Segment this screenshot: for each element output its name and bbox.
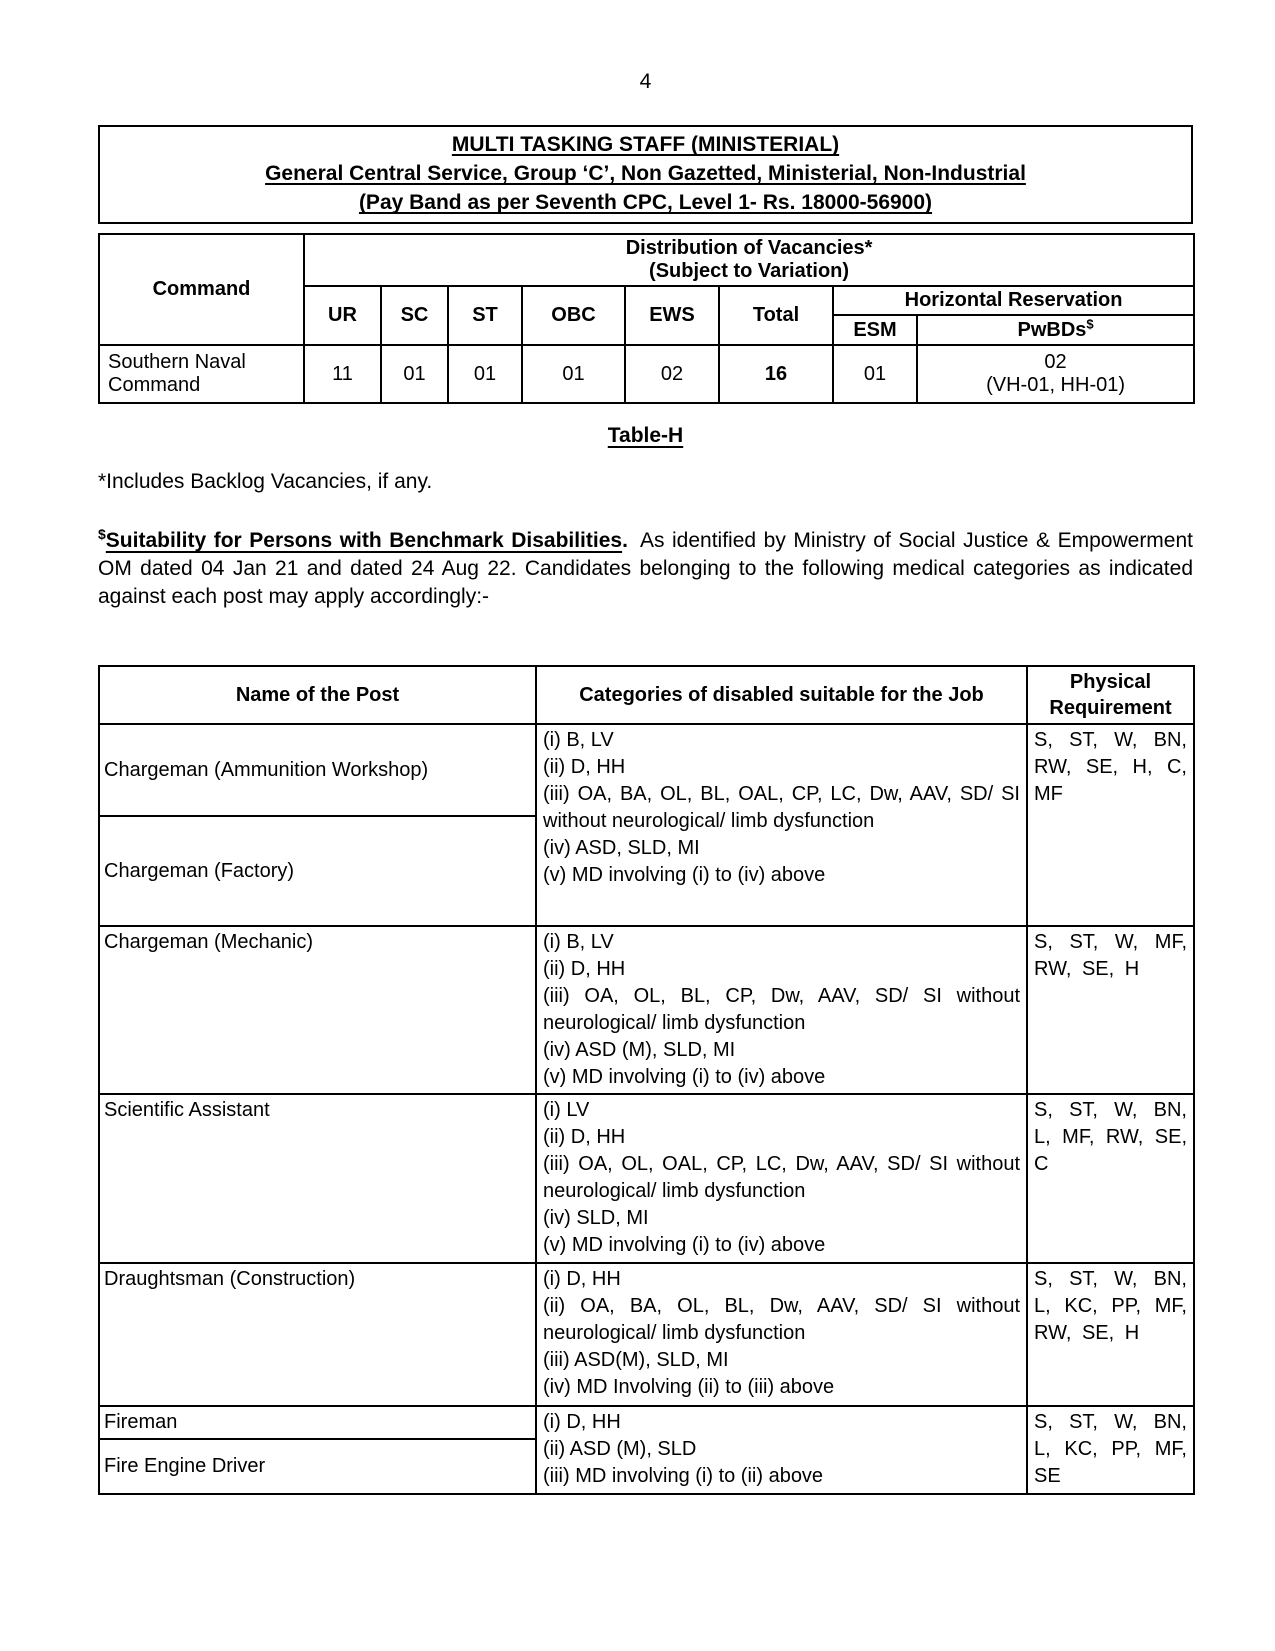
post-name-header-cell: Name of the Post bbox=[99, 666, 536, 724]
post-name-cell: Scientific Assistant bbox=[99, 1094, 536, 1263]
post-name-cell: Fireman bbox=[99, 1406, 536, 1439]
pwbds-superscript: $ bbox=[1086, 315, 1094, 331]
post-name-cell: Chargeman (Ammunition Workshop) bbox=[99, 724, 536, 816]
table-h-label bbox=[98, 424, 1193, 448]
post-name-cell: Chargeman (Mechanic) bbox=[99, 926, 536, 1094]
category-line: (ii) D, HH bbox=[543, 756, 626, 778]
post-name-cell: Draughtsman (Construction) bbox=[99, 1263, 536, 1406]
table-row bbox=[99, 724, 1194, 816]
categories-cell bbox=[536, 1094, 1027, 1263]
st-header-cell: ST bbox=[448, 286, 522, 345]
category-line: (iv) SLD, MI bbox=[543, 1207, 649, 1229]
ur-value-cell: 11 bbox=[304, 345, 381, 403]
title-line-1: MULTI TASKING STAFF (MINISTERIAL) bbox=[451, 133, 840, 156]
command-header-cell: Command bbox=[99, 234, 304, 345]
backlog-note: *Includes Backlog Vacancies, if any. bbox=[98, 470, 433, 493]
category-line: (v) MD involving (i) to (iv) above bbox=[543, 1066, 826, 1088]
table-row bbox=[99, 1406, 1194, 1439]
post-name-cell: Fire Engine Driver bbox=[99, 1439, 536, 1494]
esm-value-cell: 01 bbox=[833, 345, 917, 403]
ur-header-cell: UR bbox=[304, 286, 381, 345]
table-row bbox=[99, 1263, 1194, 1406]
vacancy-table bbox=[98, 233, 1195, 404]
esm-header-cell: ESM bbox=[833, 315, 917, 345]
category-line: (iii) OA, OL, BL, CP, Dw, AAV, SD/ SI without neurological/ limb dysfunction bbox=[543, 985, 1020, 1034]
physical-requirement-cell: S, ST, W, BN, RW, SE, H, C, MF bbox=[1027, 724, 1194, 926]
page-number: 4 bbox=[639, 70, 652, 93]
category-line: (iii) OA, BA, OL, BL, OAL, CP, LC, Dw, AAV, SD/ SI without neurological/ limb dysfunction bbox=[543, 783, 1020, 832]
distribution-header-line2: (Subject to Variation) bbox=[649, 260, 850, 282]
category-line: (v) MD involving (i) to (iv) above bbox=[543, 1234, 826, 1256]
table-row bbox=[99, 926, 1194, 1094]
categories-cell bbox=[536, 926, 1027, 1094]
physical-requirement-cell: S, ST, W, BN, L, KC, PP, MF, SE bbox=[1027, 1406, 1194, 1494]
physical-header-cell: Physical Requirement bbox=[1027, 666, 1194, 724]
category-line: (iii) ASD(M), SLD, MI bbox=[543, 1349, 729, 1371]
category-line: (ii) ASD (M), SLD bbox=[543, 1438, 697, 1460]
categories-header-cell: Categories of disabled suitable for the Job bbox=[536, 666, 1027, 724]
obc-value-cell: 01 bbox=[522, 345, 625, 403]
category-line: (v) MD involving (i) to (iv) above bbox=[543, 864, 826, 886]
total-header-cell: Total bbox=[719, 286, 833, 345]
post-name-cell: Chargeman (Factory) bbox=[99, 816, 536, 926]
st-value-cell: 01 bbox=[448, 345, 522, 403]
suitability-paragraph bbox=[98, 527, 1193, 611]
total-value-cell: 16 bbox=[719, 345, 833, 403]
table-row bbox=[99, 345, 1194, 403]
ews-value-cell: 02 bbox=[625, 345, 719, 403]
suitability-heading-period: . bbox=[622, 529, 628, 552]
ews-header-cell: EWS bbox=[625, 286, 719, 345]
physical-requirement-cell: S, ST, W, MF, RW, SE, H bbox=[1027, 926, 1194, 1094]
pwbds-value-line2: (VH-01, HH-01) bbox=[986, 374, 1126, 396]
table-row bbox=[99, 1094, 1194, 1263]
distribution-header-cell bbox=[304, 234, 1194, 286]
category-line: (i) LV bbox=[543, 1099, 590, 1121]
suitability-body-text: As identified by Ministry of Social Justice & Empowerment OM dated 04 Jan 21 and dated 24 Aug 22. Candidates belonging to the following medical categories as indicated against each post may apply accordingly:- bbox=[98, 529, 1193, 608]
category-line: (iv) MD Involving (ii) to (iii) above bbox=[543, 1376, 835, 1398]
sc-value-cell: 01 bbox=[381, 345, 448, 403]
dollar-superscript: $ bbox=[98, 526, 106, 542]
physical-requirement-cell: S, ST, W, BN, L, KC, PP, MF, RW, SE, H bbox=[1027, 1263, 1194, 1406]
title-line-2: General Central Service, Group ‘C’, Non Gazetted, Ministerial, Non-Industrial bbox=[265, 162, 1026, 185]
table-h-text: Table-H bbox=[607, 424, 684, 447]
pwbds-header-cell bbox=[917, 315, 1194, 345]
sc-header-cell: SC bbox=[381, 286, 448, 345]
category-line: (iv) ASD, SLD, MI bbox=[543, 837, 700, 859]
pwbds-label: PwBDs bbox=[1017, 318, 1087, 341]
category-line: (i) D, HH bbox=[543, 1268, 621, 1290]
category-line: (i) D, HH bbox=[543, 1411, 621, 1433]
category-line: (iv) ASD (M), SLD, MI bbox=[543, 1039, 736, 1061]
table-row bbox=[99, 234, 1194, 286]
title-line-3: (Pay Band as per Seventh CPC, Level 1- Rs. 18000-56900) bbox=[358, 191, 933, 214]
categories-cell bbox=[536, 724, 1027, 926]
physical-requirement-cell: S, ST, W, BN, L, MF, RW, SE, C bbox=[1027, 1094, 1194, 1263]
category-line: (i) B, LV bbox=[543, 729, 614, 751]
title-box bbox=[98, 125, 1193, 224]
pwbds-value-line1: 02 bbox=[1044, 351, 1067, 373]
categories-cell bbox=[536, 1263, 1027, 1406]
distribution-header-line1: Distribution of Vacancies* bbox=[625, 237, 873, 259]
obc-header-cell: OBC bbox=[522, 286, 625, 345]
table-header-row bbox=[99, 666, 1194, 724]
category-line: (ii) OA, BA, OL, BL, Dw, AAV, SD/ SI without neurological/ limb dysfunction bbox=[543, 1295, 1020, 1344]
category-line: (iii) MD involving (i) to (ii) above bbox=[543, 1465, 824, 1487]
pwbds-value-cell bbox=[917, 345, 1194, 403]
categories-cell bbox=[536, 1406, 1027, 1494]
suitability-table bbox=[98, 665, 1195, 1495]
category-line: (i) B, LV bbox=[543, 931, 614, 953]
horizontal-reservation-header-cell: Horizontal Reservation bbox=[833, 286, 1194, 315]
category-line: (iii) OA, OL, OAL, CP, LC, Dw, AAV, SD/ SI without neurological/ limb dysfunction bbox=[543, 1153, 1020, 1202]
command-value-cell: Southern Naval Command bbox=[99, 345, 304, 403]
category-line: (ii) D, HH bbox=[543, 1126, 626, 1148]
category-line: (ii) D, HH bbox=[543, 958, 626, 980]
suitability-heading: Suitability for Persons with Benchmark Disabilities bbox=[105, 529, 623, 552]
